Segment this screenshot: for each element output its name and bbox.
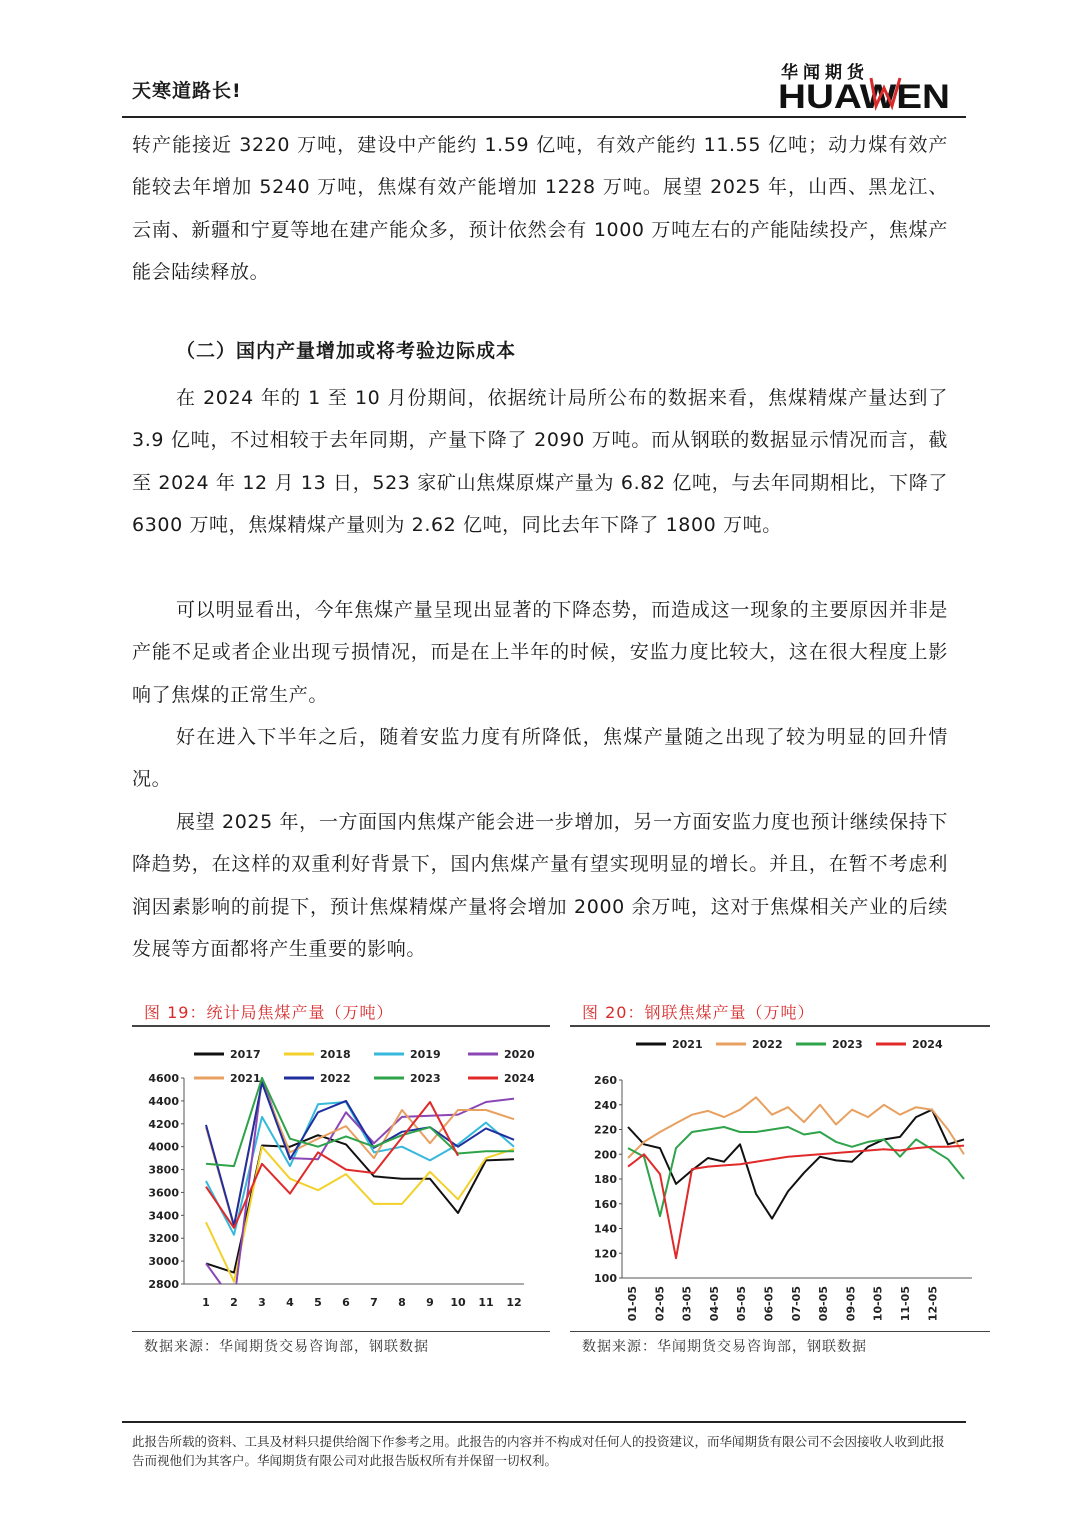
y-tick-label: 260 bbox=[594, 1074, 617, 1087]
legend-label-2021: 2021 bbox=[230, 1072, 261, 1085]
x-tick-label: 8 bbox=[398, 1296, 406, 1309]
legend-label-2021: 2021 bbox=[672, 1038, 703, 1051]
y-tick-label: 240 bbox=[594, 1098, 617, 1112]
legend-label-2020: 2020 bbox=[504, 1048, 535, 1061]
fig20-caption: 图 20：钢联焦煤产量（万吨） bbox=[582, 1003, 815, 1022]
logo-wordmark-text: HUAWEN bbox=[778, 78, 950, 112]
fig20-source: 数据来源：华闻期货交易咨询部，钢联数据 bbox=[582, 1339, 867, 1355]
x-tick-label: 09-05 bbox=[844, 1286, 858, 1322]
series-line-2018 bbox=[206, 1147, 514, 1282]
x-tick-label: 11-05 bbox=[899, 1286, 912, 1322]
x-tick-label: 08-05 bbox=[817, 1286, 831, 1322]
x-tick-label: 01-05 bbox=[626, 1286, 639, 1322]
fig20-top-rule bbox=[570, 1025, 990, 1027]
y-tick-label: 2800 bbox=[148, 1278, 179, 1291]
x-tick-label: 06-05 bbox=[762, 1286, 776, 1322]
paragraph-recovery: 好在进入下半年之后，随着安监力度有所降低，焦煤产量随之出现了较为明显的回升情况。 bbox=[132, 726, 948, 791]
y-tick-label: 120 bbox=[594, 1247, 617, 1261]
x-tick-label: 3 bbox=[258, 1296, 266, 1309]
x-tick-label: 4 bbox=[286, 1296, 294, 1309]
y-tick-label: 3400 bbox=[148, 1209, 179, 1223]
fig20-line-chart bbox=[570, 1030, 990, 1330]
y-tick-label: 4200 bbox=[148, 1117, 179, 1131]
x-tick-label: 2 bbox=[230, 1296, 238, 1309]
x-tick-label: 02-05 bbox=[653, 1286, 667, 1322]
y-tick-label: 4400 bbox=[148, 1094, 179, 1108]
paragraph-decline-reason: 可以明显看出，今年焦煤产量呈现出显著的下降态势，而造成这一现象的主要原因并非是产能不足或者企业出现亏损情况，而是在上半年的时候，安监力度比较大，这在很大程度上影响了焦煤的正常生产。 bbox=[132, 599, 948, 706]
y-tick-label: 100 bbox=[594, 1272, 617, 1285]
y-tick-label: 4600 bbox=[148, 1072, 179, 1085]
legend-label-2019: 2019 bbox=[410, 1048, 441, 1061]
series-line-2024 bbox=[628, 1146, 964, 1259]
series-line-2024 bbox=[206, 1102, 458, 1228]
series-line-2019 bbox=[206, 1102, 514, 1235]
x-tick-label: 6 bbox=[342, 1296, 350, 1309]
y-tick-label: 3200 bbox=[148, 1232, 179, 1246]
section-title: （二）国内产量增加或将考验边际成本 bbox=[176, 340, 517, 362]
fig19-line-chart bbox=[132, 1030, 550, 1330]
paragraph-capacity: 转产能接近 3220 万吨，建设中产能约 1.59 亿吨，有效产能约 11.55 亿吨；动力煤有效产能较去年增加 5240 万吨，焦煤有效产能增加 1228 万吨。展望 2025 年，山西、黑龙江、云南、新疆和宁夏等地在建产能众多，预计依然会有 1000 万吨左右的产能陆续投产，焦煤产能会陆续释放。 bbox=[132, 134, 948, 284]
series-line-2021 bbox=[628, 1110, 964, 1219]
legend-label-2024: 2024 bbox=[912, 1038, 943, 1051]
x-tick-label: 04-05 bbox=[707, 1286, 721, 1322]
paragraph-outlook: 展望 2025 年，一方面国内焦煤产能会进一步增加，另一方面安监力度也预计继续保持下降趋势，在这样的双重利好背景下，国内焦煤产量有望实现明显的增长。并且，在暂不考虑利润因素影响的前提下，预计焦煤精煤产量将会增加 2000 余万吨，这对于焦煤相关产业的后续发展等方面都将产生重要的影响。 bbox=[132, 811, 948, 961]
x-tick-label: 12-05 bbox=[926, 1286, 940, 1322]
x-tick-label: 5 bbox=[314, 1296, 322, 1309]
y-tick-label: 3000 bbox=[148, 1255, 179, 1269]
y-tick-label: 3800 bbox=[148, 1163, 179, 1177]
y-tick-label: 220 bbox=[594, 1123, 617, 1137]
fig19-bottom-rule bbox=[132, 1331, 550, 1332]
x-tick-label: 12 bbox=[506, 1296, 522, 1309]
huawen-logo bbox=[776, 58, 956, 112]
header-slogan: 天寒道路长! bbox=[132, 80, 242, 102]
y-tick-label: 4000 bbox=[148, 1140, 179, 1154]
x-tick-label: 10-05 bbox=[871, 1286, 885, 1322]
logo-chinese-name: 华闻期货 bbox=[781, 63, 869, 83]
fig19-source: 数据来源：华闻期货交易咨询部，钢联数据 bbox=[144, 1339, 429, 1355]
series-line-2023 bbox=[628, 1127, 964, 1216]
y-tick-label: 200 bbox=[594, 1148, 617, 1162]
legend-label-2024: 2024 bbox=[504, 1072, 535, 1085]
paragraph-output-stats: 在 2024 年的 1 至 10 月份期间，依据统计局所公布的数据来看，焦煤精煤产量达到了 3.9 亿吨，不过相较于去年同期，产量下降了 2090 万吨。而从钢联的数据显示情况而言，截至 2024 年 12 月 13 日，523 家矿山焦煤原煤产量为 6.82 亿吨，与去年同期相比，下降了 6300 万吨，焦煤精煤产量则为 2.62 亿吨，同比去年下降了 1800 万吨。 bbox=[132, 387, 948, 537]
x-tick-label: 03-05 bbox=[680, 1286, 694, 1322]
x-tick-label: 9 bbox=[426, 1296, 434, 1309]
fig19-caption: 图 19：统计局焦煤产量（万吨） bbox=[144, 1003, 394, 1022]
legend-label-2022: 2022 bbox=[320, 1072, 351, 1085]
x-tick-label: 07-05 bbox=[789, 1286, 803, 1322]
footer-rule bbox=[122, 1421, 966, 1423]
header-rule bbox=[122, 116, 966, 118]
legend-label-2023: 2023 bbox=[832, 1038, 863, 1051]
x-tick-label: 11 bbox=[478, 1296, 494, 1309]
y-tick-label: 3600 bbox=[148, 1186, 179, 1200]
y-tick-label: 180 bbox=[594, 1173, 617, 1186]
y-tick-label: 160 bbox=[594, 1197, 617, 1211]
legend-label-2017: 2017 bbox=[230, 1048, 261, 1061]
legend-label-2018: 2018 bbox=[320, 1048, 351, 1061]
fig20-bottom-rule bbox=[570, 1331, 990, 1332]
y-tick-label: 140 bbox=[594, 1222, 617, 1236]
footer-disclaimer: 此报告所载的资料、工具及材料只提供给阁下作参考之用。此报告的内容并不构成对任何人的投资建议，而华闻期货有限公司不会因接收人收到此报告而视他们为其客户。华闻期货有限公司对此报告版权所有并保留一切权利。 bbox=[132, 1434, 945, 1468]
legend-label-2022: 2022 bbox=[752, 1038, 783, 1051]
x-tick-label: 05-05 bbox=[735, 1286, 749, 1322]
x-tick-label: 10 bbox=[450, 1296, 466, 1309]
x-tick-label: 7 bbox=[370, 1296, 378, 1309]
logo-wordmark bbox=[776, 76, 956, 112]
x-tick-label: 1 bbox=[202, 1296, 210, 1309]
fig19-top-rule bbox=[132, 1025, 550, 1027]
legend-label-2023: 2023 bbox=[410, 1072, 441, 1085]
